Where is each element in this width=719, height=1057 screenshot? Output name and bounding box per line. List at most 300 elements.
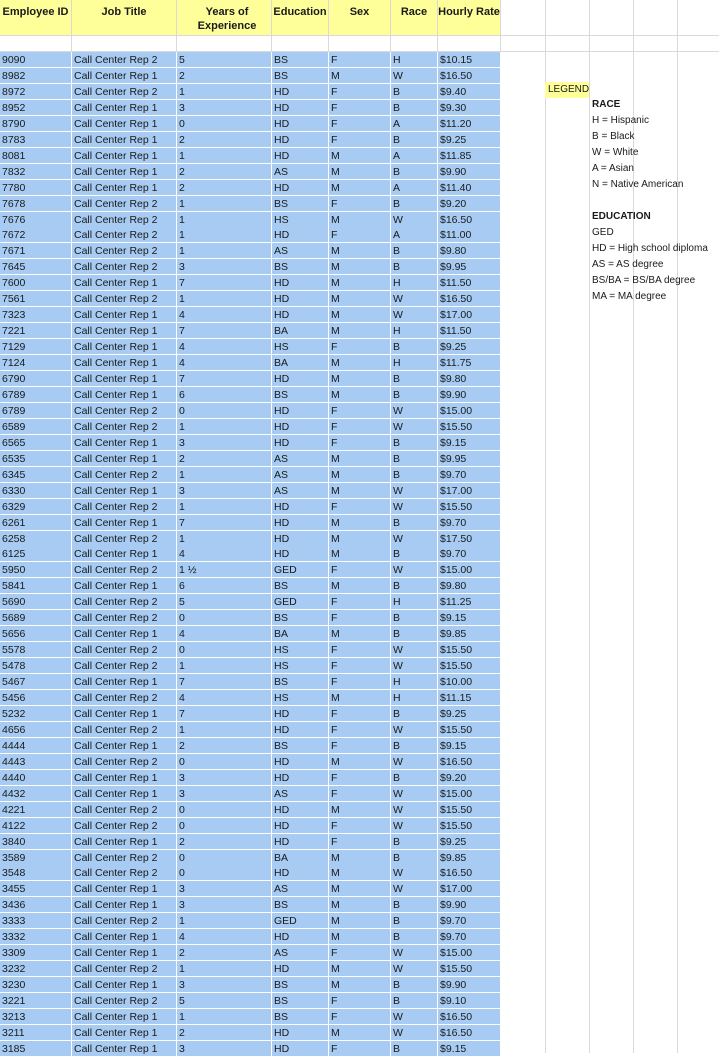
cell-employee-id[interactable]: 8081 — [0, 148, 72, 164]
cell-sex[interactable]: M — [329, 307, 391, 323]
cell-employee-id[interactable]: 3221 — [0, 993, 72, 1009]
cell-race[interactable]: W — [391, 881, 438, 897]
cell-hourly-rate[interactable]: $17.00 — [438, 307, 501, 323]
cell-years-experience[interactable]: 1 — [177, 148, 272, 164]
cell-employee-id[interactable]: 3232 — [0, 961, 72, 977]
legend-race-item[interactable]: A = Asian — [592, 163, 634, 174]
cell-education[interactable]: AS — [272, 243, 329, 259]
cell-race[interactable]: W — [391, 786, 438, 802]
cell-employee-id[interactable]: 8972 — [0, 84, 72, 100]
cell-race[interactable]: B — [391, 100, 438, 116]
cell-hourly-rate[interactable]: $9.70 — [438, 467, 501, 483]
cell-employee-id[interactable]: 6330 — [0, 483, 72, 499]
cell-sex[interactable]: M — [329, 212, 391, 228]
cell-years-experience[interactable]: 0 — [177, 116, 272, 132]
cell-employee-id[interactable]: 7129 — [0, 339, 72, 355]
cell-job-title[interactable]: Call Center Rep 1 — [72, 706, 177, 722]
cell-education[interactable]: BS — [272, 52, 329, 68]
cell-education[interactable]: HD — [272, 722, 329, 738]
cell-sex[interactable]: M — [329, 483, 391, 499]
cell-employee-id[interactable]: 6125 — [0, 546, 72, 562]
cell-job-title[interactable]: Call Center Rep 2 — [72, 850, 177, 866]
cell-race[interactable]: B — [391, 977, 438, 993]
cell-years-experience[interactable]: 0 — [177, 642, 272, 658]
cell-years-experience[interactable]: 0 — [177, 754, 272, 770]
legend-race-item[interactable]: N = Native American — [592, 179, 684, 190]
cell-hourly-rate[interactable]: $17.00 — [438, 881, 501, 897]
cell-hourly-rate[interactable]: $9.70 — [438, 913, 501, 929]
cell-sex[interactable]: F — [329, 419, 391, 435]
cell-education[interactable]: BS — [272, 674, 329, 690]
cell-employee-id[interactable]: 7221 — [0, 323, 72, 339]
legend-education-heading[interactable]: EDUCATION — [592, 211, 651, 222]
cell-years-experience[interactable]: 1 — [177, 243, 272, 259]
cell-years-experience[interactable]: 5 — [177, 52, 272, 68]
cell-hourly-rate[interactable]: $9.80 — [438, 371, 501, 387]
cell-hourly-rate[interactable]: $10.00 — [438, 674, 501, 690]
cell-years-experience[interactable]: 4 — [177, 929, 272, 945]
cell-education[interactable]: HD — [272, 515, 329, 531]
cell-race[interactable]: B — [391, 834, 438, 850]
cell-race[interactable]: W — [391, 419, 438, 435]
cell-employee-id[interactable]: 7672 — [0, 227, 72, 243]
cell-race[interactable]: B — [391, 850, 438, 866]
cell-job-title[interactable]: Call Center Rep 2 — [72, 865, 177, 881]
cell-job-title[interactable]: Call Center Rep 1 — [72, 626, 177, 642]
cell-employee-id[interactable]: 7678 — [0, 196, 72, 212]
cell-years-experience[interactable]: 5 — [177, 594, 272, 610]
cell-hourly-rate[interactable]: $9.85 — [438, 850, 501, 866]
cell-sex[interactable]: M — [329, 690, 391, 706]
cell-hourly-rate[interactable]: $15.50 — [438, 818, 501, 834]
cell-years-experience[interactable]: 1 — [177, 196, 272, 212]
cell-hourly-rate[interactable]: $9.90 — [438, 977, 501, 993]
cell-sex[interactable]: F — [329, 116, 391, 132]
cell-education[interactable]: BS — [272, 259, 329, 275]
cell-years-experience[interactable]: 2 — [177, 834, 272, 850]
cell-education[interactable]: HD — [272, 499, 329, 515]
cell-job-title[interactable]: Call Center Rep 1 — [72, 68, 177, 84]
cell-sex[interactable]: M — [329, 355, 391, 371]
cell-education[interactable]: HS — [272, 642, 329, 658]
cell-hourly-rate[interactable]: $15.00 — [438, 403, 501, 419]
cell-hourly-rate[interactable]: $9.90 — [438, 897, 501, 913]
cell-employee-id[interactable]: 8982 — [0, 68, 72, 84]
cell-sex[interactable]: M — [329, 467, 391, 483]
cell-years-experience[interactable]: 1 — [177, 658, 272, 674]
header-employee-id[interactable]: Employee ID — [0, 0, 72, 36]
cell-sex[interactable]: M — [329, 546, 391, 562]
cell-sex[interactable]: F — [329, 52, 391, 68]
cell-employee-id[interactable]: 4656 — [0, 722, 72, 738]
cell-sex[interactable]: F — [329, 834, 391, 850]
cell-sex[interactable]: F — [329, 610, 391, 626]
cell-years-experience[interactable]: 4 — [177, 307, 272, 323]
cell-hourly-rate[interactable]: $9.15 — [438, 1041, 501, 1057]
cell-education[interactable]: BS — [272, 196, 329, 212]
cell-employee-id[interactable]: 7676 — [0, 212, 72, 228]
cell-years-experience[interactable]: 1 — [177, 291, 272, 307]
cell-race[interactable]: W — [391, 722, 438, 738]
cell-sex[interactable]: F — [329, 945, 391, 961]
cell-job-title[interactable]: Call Center Rep 2 — [72, 658, 177, 674]
cell-education[interactable]: HD — [272, 132, 329, 148]
cell-years-experience[interactable]: 3 — [177, 1041, 272, 1057]
cell-job-title[interactable]: Call Center Rep 1 — [72, 515, 177, 531]
cell-race[interactable]: B — [391, 1041, 438, 1057]
cell-job-title[interactable]: Call Center Rep 1 — [72, 945, 177, 961]
cell-sex[interactable]: M — [329, 754, 391, 770]
cell-hourly-rate[interactable]: $9.70 — [438, 515, 501, 531]
cell-education[interactable]: HD — [272, 435, 329, 451]
cell-years-experience[interactable]: 3 — [177, 770, 272, 786]
cell-sex[interactable]: M — [329, 451, 391, 467]
cell-education[interactable]: HD — [272, 961, 329, 977]
cell-hourly-rate[interactable]: $9.20 — [438, 770, 501, 786]
cell-education[interactable]: HD — [272, 116, 329, 132]
cell-sex[interactable]: F — [329, 562, 391, 578]
cell-hourly-rate[interactable]: $9.15 — [438, 610, 501, 626]
cell-education[interactable]: HD — [272, 802, 329, 818]
header-years-experience[interactable]: Years of Experience — [177, 0, 272, 36]
cell-job-title[interactable]: Call Center Rep 1 — [72, 546, 177, 562]
cell-race[interactable]: B — [391, 626, 438, 642]
cell-sex[interactable]: F — [329, 594, 391, 610]
cell-years-experience[interactable]: 2 — [177, 945, 272, 961]
cell-sex[interactable]: M — [329, 323, 391, 339]
cell-race[interactable]: W — [391, 865, 438, 881]
cell-hourly-rate[interactable]: $9.85 — [438, 626, 501, 642]
cell-years-experience[interactable]: 7 — [177, 674, 272, 690]
cell-hourly-rate[interactable]: $15.50 — [438, 722, 501, 738]
cell-job-title[interactable]: Call Center Rep 1 — [72, 339, 177, 355]
cell-employee-id[interactable]: 4221 — [0, 802, 72, 818]
cell-job-title[interactable]: Call Center Rep 2 — [72, 913, 177, 929]
cell-race[interactable]: B — [391, 610, 438, 626]
cell-years-experience[interactable]: 3 — [177, 977, 272, 993]
cell-employee-id[interactable]: 7124 — [0, 355, 72, 371]
cell-years-experience[interactable]: 4 — [177, 339, 272, 355]
cell-employee-id[interactable]: 4444 — [0, 738, 72, 754]
legend-race-item[interactable]: H = Hispanic — [592, 115, 649, 126]
cell-years-experience[interactable]: 1 — [177, 913, 272, 929]
cell-years-experience[interactable]: 2 — [177, 164, 272, 180]
legend-race-item[interactable]: B = Black — [592, 131, 635, 142]
cell-hourly-rate[interactable]: $9.80 — [438, 578, 501, 594]
cell-job-title[interactable]: Call Center Rep 1 — [72, 307, 177, 323]
cell-race[interactable]: B — [391, 339, 438, 355]
cell-education[interactable]: AS — [272, 786, 329, 802]
cell-education[interactable]: HD — [272, 818, 329, 834]
cell-sex[interactable]: F — [329, 993, 391, 1009]
cell-job-title[interactable]: Call Center Rep 1 — [72, 451, 177, 467]
cell-hourly-rate[interactable]: $11.50 — [438, 323, 501, 339]
cell-education[interactable]: HD — [272, 371, 329, 387]
cell-employee-id[interactable]: 3213 — [0, 1009, 72, 1025]
legend-education-item[interactable]: GED — [592, 227, 614, 238]
cell-job-title[interactable]: Call Center Rep 2 — [72, 961, 177, 977]
cell-race[interactable]: A — [391, 116, 438, 132]
cell-job-title[interactable]: Call Center Rep 1 — [72, 483, 177, 499]
legend-education-item[interactable]: MA = MA degree — [592, 291, 667, 302]
cell-sex[interactable]: F — [329, 435, 391, 451]
cell-sex[interactable]: F — [329, 403, 391, 419]
cell-hourly-rate[interactable]: $9.90 — [438, 164, 501, 180]
legend-education-item[interactable]: AS = AS degree — [592, 259, 664, 270]
cell-job-title[interactable]: Call Center Rep 2 — [72, 722, 177, 738]
cell-sex[interactable]: F — [329, 658, 391, 674]
cell-employee-id[interactable]: 6790 — [0, 371, 72, 387]
cell-job-title[interactable]: Call Center Rep 2 — [72, 690, 177, 706]
cell-employee-id[interactable]: 6258 — [0, 531, 72, 547]
cell-race[interactable]: A — [391, 180, 438, 196]
header-race[interactable]: Race — [391, 0, 438, 36]
cell-job-title[interactable]: Call Center Rep 2 — [72, 562, 177, 578]
cell-race[interactable]: B — [391, 770, 438, 786]
cell-hourly-rate[interactable]: $9.70 — [438, 929, 501, 945]
legend-education-item[interactable]: BS/BA = BS/BA degree — [592, 275, 696, 286]
cell-years-experience[interactable]: 7 — [177, 706, 272, 722]
cell-sex[interactable]: M — [329, 387, 391, 403]
cell-race[interactable]: B — [391, 929, 438, 945]
cell-race[interactable]: W — [391, 483, 438, 499]
empty-row[interactable] — [0, 36, 719, 52]
cell-hourly-rate[interactable]: $11.20 — [438, 116, 501, 132]
cell-education[interactable]: BS — [272, 610, 329, 626]
cell-employee-id[interactable]: 7645 — [0, 259, 72, 275]
cell-sex[interactable]: F — [329, 1009, 391, 1025]
cell-education[interactable]: BS — [272, 977, 329, 993]
cell-education[interactable]: BS — [272, 993, 329, 1009]
cell-employee-id[interactable]: 5478 — [0, 658, 72, 674]
cell-employee-id[interactable]: 5467 — [0, 674, 72, 690]
cell-job-title[interactable]: Call Center Rep 1 — [72, 770, 177, 786]
cell-education[interactable]: HD — [272, 100, 329, 116]
cell-hourly-rate[interactable]: $9.25 — [438, 132, 501, 148]
cell-race[interactable]: W — [391, 1009, 438, 1025]
cell-education[interactable]: HD — [272, 770, 329, 786]
cell-education[interactable]: BA — [272, 626, 329, 642]
cell-job-title[interactable]: Call Center Rep 1 — [72, 435, 177, 451]
cell-education[interactable]: BA — [272, 355, 329, 371]
cell-years-experience[interactable]: 0 — [177, 403, 272, 419]
cell-job-title[interactable]: Call Center Rep 2 — [72, 499, 177, 515]
cell-years-experience[interactable]: 3 — [177, 435, 272, 451]
cell-hourly-rate[interactable]: $11.75 — [438, 355, 501, 371]
cell-job-title[interactable]: Call Center Rep 2 — [72, 818, 177, 834]
cell-years-experience[interactable]: 3 — [177, 881, 272, 897]
cell-sex[interactable]: M — [329, 802, 391, 818]
cell-sex[interactable]: M — [329, 180, 391, 196]
cell-sex[interactable]: F — [329, 84, 391, 100]
cell-race[interactable]: H — [391, 674, 438, 690]
cell-race[interactable]: W — [391, 818, 438, 834]
cell-years-experience[interactable]: 1 — [177, 961, 272, 977]
cell-sex[interactable]: M — [329, 578, 391, 594]
cell-years-experience[interactable]: 4 — [177, 690, 272, 706]
cell-years-experience[interactable]: 6 — [177, 578, 272, 594]
cell-race[interactable]: B — [391, 578, 438, 594]
cell-education[interactable]: BA — [272, 850, 329, 866]
cell-years-experience[interactable]: 1 — [177, 722, 272, 738]
cell-sex[interactable]: M — [329, 626, 391, 642]
cell-race[interactable]: H — [391, 594, 438, 610]
cell-job-title[interactable]: Call Center Rep 2 — [72, 419, 177, 435]
cell-race[interactable]: B — [391, 371, 438, 387]
cell-education[interactable]: HD — [272, 834, 329, 850]
cell-sex[interactable]: M — [329, 531, 391, 547]
cell-hourly-rate[interactable]: $17.50 — [438, 531, 501, 547]
cell-job-title[interactable]: Call Center Rep 1 — [72, 100, 177, 116]
cell-hourly-rate[interactable]: $9.40 — [438, 84, 501, 100]
cell-employee-id[interactable]: 6535 — [0, 451, 72, 467]
cell-sex[interactable]: F — [329, 642, 391, 658]
cell-education[interactable]: HD — [272, 1025, 329, 1041]
cell-years-experience[interactable]: 7 — [177, 275, 272, 291]
cell-employee-id[interactable]: 3230 — [0, 977, 72, 993]
cell-years-experience[interactable]: 5 — [177, 993, 272, 1009]
cell-employee-id[interactable]: 3332 — [0, 929, 72, 945]
cell-employee-id[interactable]: 6261 — [0, 515, 72, 531]
cell-race[interactable]: W — [391, 291, 438, 307]
cell-race[interactable]: W — [391, 531, 438, 547]
cell-education[interactable]: HD — [272, 754, 329, 770]
cell-employee-id[interactable]: 8783 — [0, 132, 72, 148]
cell-hourly-rate[interactable]: $9.95 — [438, 451, 501, 467]
cell-job-title[interactable]: Call Center Rep 2 — [72, 212, 177, 228]
cell-employee-id[interactable]: 7561 — [0, 291, 72, 307]
cell-job-title[interactable]: Call Center Rep 2 — [72, 642, 177, 658]
cell-race[interactable]: H — [391, 275, 438, 291]
cell-race[interactable]: B — [391, 259, 438, 275]
cell-sex[interactable]: M — [329, 865, 391, 881]
cell-race[interactable]: H — [391, 690, 438, 706]
cell-job-title[interactable]: Call Center Rep 1 — [72, 116, 177, 132]
cell-employee-id[interactable]: 3333 — [0, 913, 72, 929]
cell-employee-id[interactable]: 5656 — [0, 626, 72, 642]
cell-race[interactable]: B — [391, 515, 438, 531]
cell-job-title[interactable]: Call Center Rep 1 — [72, 164, 177, 180]
cell-employee-id[interactable]: 8790 — [0, 116, 72, 132]
cell-years-experience[interactable]: 2 — [177, 180, 272, 196]
header-job-title[interactable]: Job Title — [72, 0, 177, 36]
cell-years-experience[interactable]: 7 — [177, 515, 272, 531]
cell-race[interactable]: A — [391, 148, 438, 164]
cell-education[interactable]: HS — [272, 339, 329, 355]
cell-job-title[interactable]: Call Center Rep 1 — [72, 738, 177, 754]
cell-job-title[interactable]: Call Center Rep 2 — [72, 467, 177, 483]
cell-hourly-rate[interactable]: $9.20 — [438, 196, 501, 212]
cell-education[interactable]: HD — [272, 275, 329, 291]
cell-hourly-rate[interactable]: $15.50 — [438, 658, 501, 674]
cell-employee-id[interactable]: 3211 — [0, 1025, 72, 1041]
cell-sex[interactable]: M — [329, 259, 391, 275]
cell-years-experience[interactable]: 0 — [177, 850, 272, 866]
cell-job-title[interactable]: Call Center Rep 1 — [72, 371, 177, 387]
cell-employee-id[interactable]: 5456 — [0, 690, 72, 706]
cell-employee-id[interactable]: 5690 — [0, 594, 72, 610]
cell-employee-id[interactable]: 7600 — [0, 275, 72, 291]
cell-race[interactable]: H — [391, 355, 438, 371]
cell-employee-id[interactable]: 6589 — [0, 419, 72, 435]
cell-education[interactable]: HD — [272, 865, 329, 881]
cell-education[interactable]: BS — [272, 1009, 329, 1025]
cell-sex[interactable]: M — [329, 148, 391, 164]
cell-race[interactable]: W — [391, 212, 438, 228]
cell-hourly-rate[interactable]: $11.00 — [438, 227, 501, 243]
cell-hourly-rate[interactable]: $16.50 — [438, 754, 501, 770]
cell-job-title[interactable]: Call Center Rep 1 — [72, 355, 177, 371]
cell-hourly-rate[interactable]: $10.15 — [438, 52, 501, 68]
cell-race[interactable]: B — [391, 993, 438, 1009]
cell-hourly-rate[interactable]: $11.15 — [438, 690, 501, 706]
cell-employee-id[interactable]: 6789 — [0, 387, 72, 403]
cell-education[interactable]: GED — [272, 594, 329, 610]
cell-hourly-rate[interactable]: $9.25 — [438, 706, 501, 722]
cell-race[interactable]: B — [391, 467, 438, 483]
cell-hourly-rate[interactable]: $15.50 — [438, 802, 501, 818]
cell-race[interactable]: B — [391, 243, 438, 259]
cell-employee-id[interactable]: 6565 — [0, 435, 72, 451]
cell-sex[interactable]: M — [329, 291, 391, 307]
cell-job-title[interactable]: Call Center Rep 1 — [72, 148, 177, 164]
cell-education[interactable]: HD — [272, 307, 329, 323]
legend-race-item[interactable]: W = White — [592, 147, 639, 158]
cell-education[interactable]: HD — [272, 291, 329, 307]
cell-hourly-rate[interactable]: $15.50 — [438, 642, 501, 658]
cell-employee-id[interactable]: 3455 — [0, 881, 72, 897]
cell-employee-id[interactable]: 4443 — [0, 754, 72, 770]
cell-job-title[interactable]: Call Center Rep 2 — [72, 594, 177, 610]
cell-hourly-rate[interactable]: $16.50 — [438, 865, 501, 881]
cell-education[interactable]: HD — [272, 148, 329, 164]
cell-employee-id[interactable]: 3185 — [0, 1041, 72, 1057]
cell-race[interactable]: H — [391, 52, 438, 68]
cell-employee-id[interactable]: 7780 — [0, 180, 72, 196]
cell-sex[interactable]: M — [329, 897, 391, 913]
cell-education[interactable]: HS — [272, 690, 329, 706]
cell-education[interactable]: BS — [272, 68, 329, 84]
cell-sex[interactable]: F — [329, 499, 391, 515]
cell-race[interactable]: W — [391, 754, 438, 770]
cell-education[interactable]: HD — [272, 419, 329, 435]
cell-race[interactable]: B — [391, 435, 438, 451]
cell-education[interactable]: GED — [272, 913, 329, 929]
cell-race[interactable]: B — [391, 706, 438, 722]
cell-race[interactable]: W — [391, 562, 438, 578]
cell-education[interactable]: HD — [272, 531, 329, 547]
cell-employee-id[interactable]: 9090 — [0, 52, 72, 68]
cell-employee-id[interactable]: 7832 — [0, 164, 72, 180]
cell-years-experience[interactable]: 3 — [177, 483, 272, 499]
cell-job-title[interactable]: Call Center Rep 2 — [72, 802, 177, 818]
cell-years-experience[interactable]: 1 — [177, 419, 272, 435]
cell-employee-id[interactable]: 7671 — [0, 243, 72, 259]
cell-job-title[interactable]: Call Center Rep 1 — [72, 834, 177, 850]
cell-job-title[interactable]: Call Center Rep 1 — [72, 674, 177, 690]
cell-race[interactable]: H — [391, 323, 438, 339]
cell-years-experience[interactable]: 7 — [177, 323, 272, 339]
cell-employee-id[interactable]: 8952 — [0, 100, 72, 116]
cell-job-title[interactable]: Call Center Rep 1 — [72, 897, 177, 913]
cell-education[interactable]: HD — [272, 227, 329, 243]
cell-education[interactable]: GED — [272, 562, 329, 578]
legend-race-heading[interactable]: RACE — [592, 99, 621, 110]
cell-years-experience[interactable]: 2 — [177, 738, 272, 754]
cell-years-experience[interactable]: 3 — [177, 786, 272, 802]
cell-education[interactable]: BS — [272, 578, 329, 594]
cell-hourly-rate[interactable]: $9.90 — [438, 387, 501, 403]
